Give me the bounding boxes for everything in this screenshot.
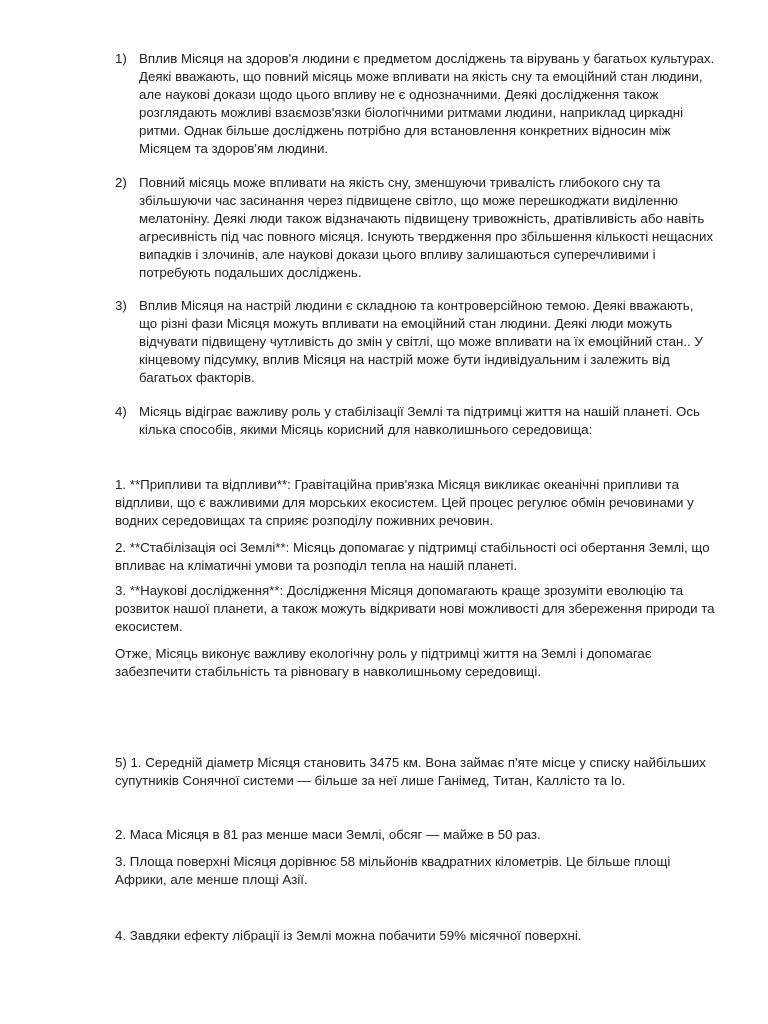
item-number: 4) xyxy=(115,404,127,419)
item-text: Повний місяць може впливати на якість сну, зменшуючи тривалість глибокого сну та збільшуючи час засинання через підвищене світло, що може перешкоджати виділенню мелатоніну. Деякі люди також відзначають підвищену тривожність, дратівливість або навіть агресивність під час повного місяця. Існують твердження про збільшення кількості нещасних випадків і злочинів, але наукові докази цього впливу залишаються суперечливими і потребують подальших досліджень. xyxy=(139,175,714,280)
item-text: Вплив Місяця на здоров'я людини є предметом досліджень та вірувань у багатьох культурах. Деякі вважають, що повний місяць може впливати на якість сну та емоційний стан людини, але наукові докази щодо цього впливу не є однозначними. Деякі дослідження також розглядають можливі взаємозв'язки біологічними ритмами людини, наприклад циркадні ритми. Однак більше досліджень потрібно для встановлення конкретних відносин між Місяцем та здоров'ям людини. xyxy=(139,51,715,156)
item-text: Вплив Місяця на настрій людини є складною та контроверсійною темою. Деякі вважають, що різні фази Місяця можуть впливати на емоційний стан людини. Деякі люди можуть відчувати підвищену чутливість до змін у світлі, що може впливати на їх емоційний стан.. У кінцевому підсумку, вплив Місяця на настрій може бути індивідуальним і залежить від багатьох факторів. xyxy=(139,298,703,385)
item-number: 2) xyxy=(115,175,127,190)
paragraph-scientific-research: 3. **Наукові дослідження**: Дослідження Місяця допомагають краще зрозуміти еволюцію та розвиток нашої планети, а також можуть відкривати нові можливості для збереження природи та екосистем. xyxy=(115,583,715,634)
numbered-item-3 xyxy=(115,297,715,387)
paragraph-axis-stabilization: 2. **Стабілізація осі Землі**: Місяць допомагає у підтримці стабільності осі обертання Землі, що впливає на кліматичні умови та розподіл тепла на нашій планеті. xyxy=(115,540,710,573)
numbered-item-1 xyxy=(115,50,715,158)
paragraph-tides: 1. **Припливи та відпливи**: Гравітаційна прив'язка Місяця викликає океанічні припливи та відпливи, що є важливими для морських екосистем. Цей процес регулює обмін речовинами у водних середовищах та сприяє розподілу поживних речовин. xyxy=(115,477,694,528)
paragraph-conclusion: Отже, Місяць виконує важливу екологічну роль у підтримці життя на Землі і допомагає забезпечити стабільність та рівновагу в навколишньому середовищі. xyxy=(115,646,652,679)
numbered-item-2 xyxy=(115,174,715,282)
paragraph-libration: 4. Завдяки ефекту лібрації із Землі можна побачити 59% місячної поверхні. xyxy=(115,928,582,943)
paragraph-moon-diameter: 5) 1. Середній діаметр Місяця становить 3475 км. Вона займає п'яте місце у списку найбільших супутників Сонячної системи — більше за неї лише Ганімед, Титан, Каллісто та Іо. xyxy=(115,755,706,788)
item-number: 1) xyxy=(115,51,127,66)
numbered-item-4 xyxy=(115,403,715,439)
paragraph-moon-mass: 2. Маса Місяця в 81 раз менше маси Землі, обсяг — майже в 50 раз. xyxy=(115,827,541,842)
paragraph-moon-surface: 3. Площа поверхні Місяця дорівнює 58 мільйонів квадратних кілометрів. Це більше площі Африки, але менше площі Азії. xyxy=(115,854,671,887)
item-text: Місяць відіграє важливу роль у стабілізації Землі та підтримці життя на нашій планеті. Ось кілька способів, якими Місяць корисний для навколишнього середовища: xyxy=(139,404,700,437)
item-number: 3) xyxy=(115,298,127,313)
